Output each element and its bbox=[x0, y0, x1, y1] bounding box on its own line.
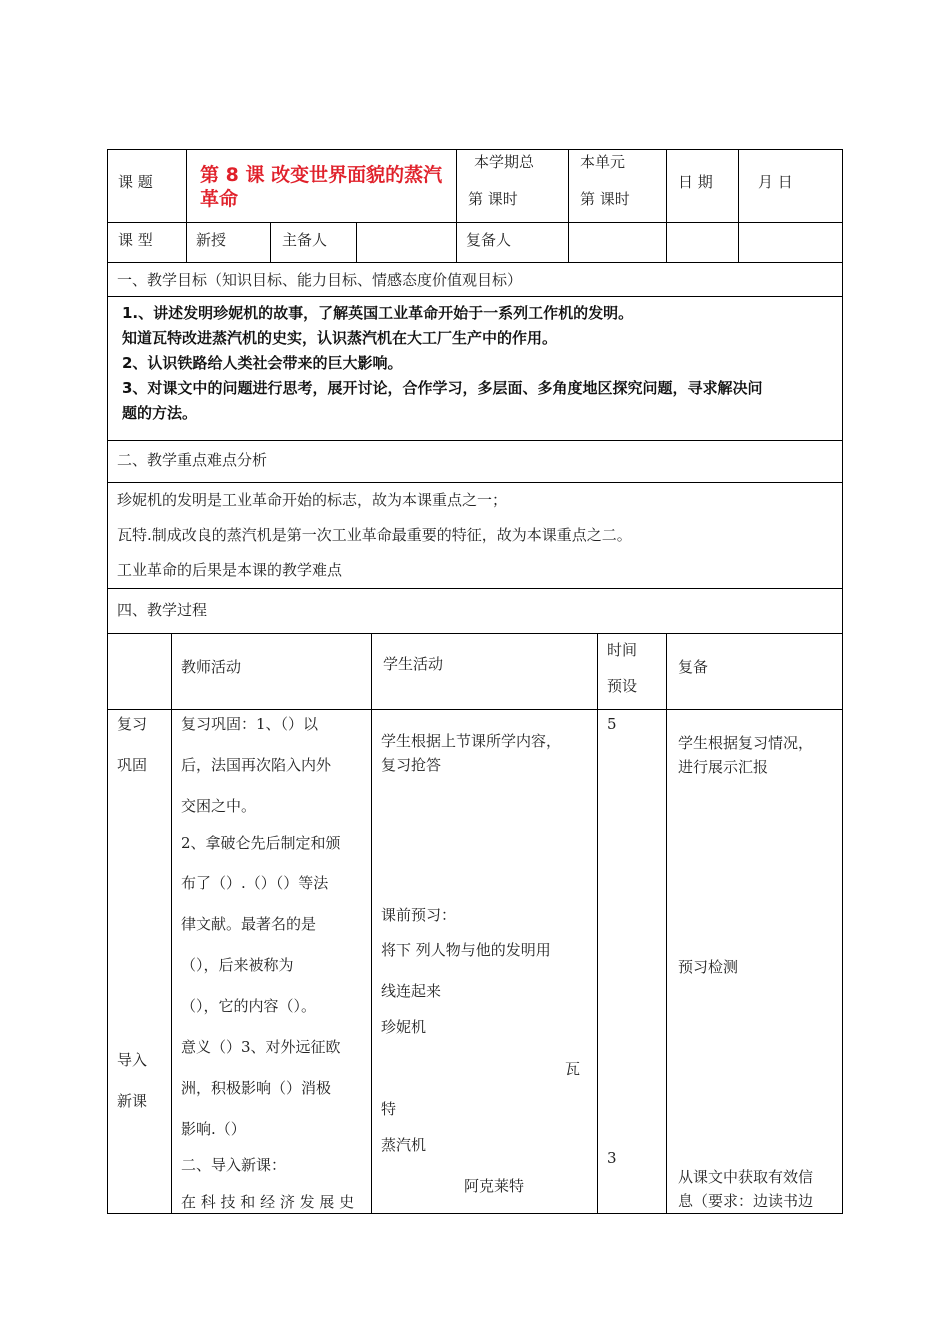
col-student-header: 学生活动 bbox=[383, 655, 444, 673]
rule bbox=[186, 149, 187, 263]
lesson-title: 第 8 课 改变世界面貌的蒸汽革命 bbox=[200, 164, 443, 210]
student-line: 复习抢答 bbox=[381, 756, 442, 774]
type-label: 课 型 bbox=[118, 231, 153, 249]
teacher-line: 在 科 技 和 经 济 发 展 史 bbox=[181, 1193, 355, 1211]
student-line: 特 bbox=[381, 1100, 397, 1118]
teacher-line: 洲，积极影响（）消极 bbox=[181, 1079, 332, 1097]
rule bbox=[107, 1213, 843, 1214]
rule bbox=[107, 440, 843, 441]
review-line: 进行展示汇报 bbox=[678, 758, 769, 776]
teacher-line: 二、导入新课： bbox=[181, 1156, 287, 1174]
time-value: 3 bbox=[607, 1149, 617, 1167]
objective-line: 2、认识铁路给人类社会带来的巨大影响。 bbox=[122, 354, 403, 372]
teacher-line: 复习巩固：1、（）以 bbox=[181, 715, 319, 733]
teacher-line: （），它的内容（）。 bbox=[181, 997, 317, 1015]
rule bbox=[456, 149, 457, 263]
teacher-line: 意义（）3、对外远征欧 bbox=[181, 1038, 341, 1056]
col-review-header: 复备 bbox=[678, 658, 709, 676]
rule bbox=[356, 222, 357, 263]
rule bbox=[738, 149, 739, 263]
rule bbox=[371, 633, 372, 1214]
rule bbox=[107, 482, 843, 483]
teacher-line: （），后来被称为 bbox=[181, 956, 294, 974]
rule bbox=[666, 633, 667, 1214]
stage-label: 导入 bbox=[117, 1051, 148, 1069]
section4-heading: 四、教学过程 bbox=[117, 601, 208, 619]
student-line: 阿克莱特 bbox=[464, 1177, 525, 1195]
rule bbox=[107, 296, 843, 297]
semester-period: 第 课时 bbox=[468, 190, 518, 208]
rule bbox=[270, 222, 271, 263]
key-point: 瓦特.制成改良的蒸汽机是第一次工业革命最重要的特征，故为本课重点之二。 bbox=[117, 526, 632, 544]
date-label: 日 期 bbox=[678, 173, 713, 191]
rule bbox=[107, 222, 843, 223]
key-point: 工业革命的后果是本课的教学难点 bbox=[117, 561, 343, 579]
rule bbox=[107, 588, 843, 589]
key-point: 珍妮机的发明是工业革命开始的标志，故为本课重点之一； bbox=[117, 491, 508, 509]
col-time-header: 预设 bbox=[607, 677, 638, 695]
objective-line: 1.、讲述发明珍妮机的故事，了解英国工业革命开始于一系列工作机的发明。 bbox=[122, 304, 634, 322]
student-line: 学生根据上节课所学内容， bbox=[381, 732, 562, 750]
stage-label: 新课 bbox=[117, 1092, 148, 1110]
section1-heading: 一、教学目标（知识目标、能力目标、情感态度价值观目标） bbox=[117, 271, 523, 289]
rule bbox=[107, 709, 843, 710]
student-line: 瓦 bbox=[565, 1060, 581, 1078]
reviewer-label: 复备人 bbox=[466, 231, 512, 249]
student-line: 线连起来 bbox=[381, 982, 442, 1000]
col-time-header: 时间 bbox=[607, 641, 638, 659]
rule bbox=[171, 633, 172, 1214]
review-line: 预习检测 bbox=[678, 958, 739, 976]
rule bbox=[107, 149, 108, 1214]
time-value: 5 bbox=[607, 715, 617, 733]
stage-label: 复习 bbox=[117, 715, 148, 733]
teacher-line: 交困之中。 bbox=[181, 797, 257, 815]
teacher-line: 2、拿破仑先后制定和颁 bbox=[181, 834, 341, 852]
student-line: 珍妮机 bbox=[381, 1018, 427, 1036]
rule bbox=[107, 262, 843, 263]
topic-label: 课 题 bbox=[118, 173, 153, 191]
semester-total-label: 本学期总 bbox=[474, 153, 535, 171]
teacher-line: 后，法国再次陷入内外 bbox=[181, 756, 332, 774]
student-line: 蒸汽机 bbox=[381, 1136, 427, 1154]
type-value: 新授 bbox=[196, 231, 227, 249]
review-line: 从课文中获取有效信 bbox=[678, 1168, 814, 1186]
student-line: 将下 列人物与他的发明用 bbox=[381, 941, 551, 959]
rule bbox=[597, 633, 598, 1214]
col-teacher-header: 教师活动 bbox=[181, 658, 242, 676]
rule bbox=[107, 633, 843, 634]
section2-heading: 二、教学重点难点分析 bbox=[117, 451, 268, 469]
preparer-label: 主备人 bbox=[282, 231, 328, 249]
rule bbox=[842, 149, 843, 1214]
rule bbox=[107, 149, 843, 150]
rule bbox=[568, 149, 569, 263]
objective-line: 知道瓦特改进蒸汽机的史实，认识蒸汽机在大工厂生产中的作用。 bbox=[122, 329, 558, 347]
stage-label: 巩固 bbox=[117, 756, 148, 774]
unit-label: 本单元 bbox=[580, 153, 626, 171]
review-line: 学生根据复习情况， bbox=[678, 734, 814, 752]
objective-line: 3、对课文中的问题进行思考，展开讨论，合作学习，多层面、多角度地区探究问题，寻求解决问 bbox=[122, 379, 763, 397]
date-value: 月 日 bbox=[758, 173, 793, 191]
teacher-line: 影响.（） bbox=[181, 1120, 246, 1138]
teacher-line: 律文献。最著名的是 bbox=[181, 915, 317, 933]
review-line: 息（要求：边读书边 bbox=[678, 1192, 814, 1210]
unit-period: 第 课时 bbox=[580, 190, 630, 208]
student-line: 课前预习： bbox=[381, 906, 457, 924]
objective-line: 题的方法。 bbox=[122, 404, 198, 422]
rule bbox=[666, 149, 667, 263]
teacher-line: 布了（）.（）（）等法 bbox=[181, 874, 329, 892]
